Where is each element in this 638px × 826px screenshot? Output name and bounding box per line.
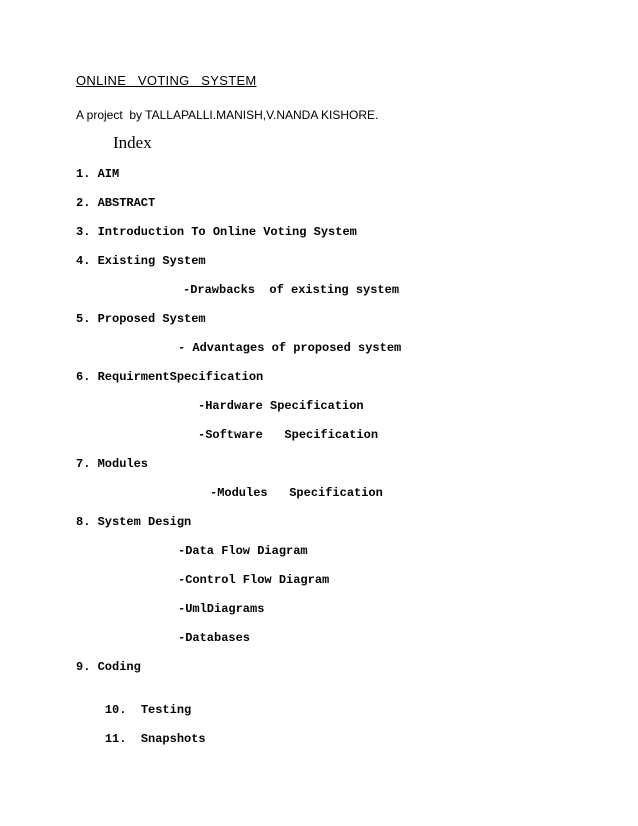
toc-subitem-modules-specification: -Modules Specification (210, 486, 383, 500)
toc-item-number: 11. (104, 732, 127, 746)
document-authors: A project by TALLAPALLI.MANISH,V.NANDA KISHORE. (76, 108, 379, 122)
toc-item-number: 10. (104, 703, 127, 717)
toc-subitem-uml-diagrams: -UmlDiagrams (178, 602, 265, 616)
toc-item-label: Testing (140, 703, 192, 717)
document-title: ONLINE VOTING SYSTEM (76, 73, 257, 88)
toc-item-aim: 1. AIM (76, 167, 120, 181)
toc-subitem-databases: -Databases (178, 631, 251, 645)
toc-item-proposed-system: 5. Proposed System (76, 312, 206, 326)
toc-item-label: Snapshots (140, 732, 206, 746)
toc-item-coding: 9. Coding (76, 660, 141, 674)
toc-item-system-design: 8. System Design (76, 515, 192, 529)
index-heading: Index (113, 133, 152, 152)
toc-item-modules: 7. Modules (76, 457, 149, 471)
toc-item-existing-system: 4. Existing System (76, 254, 206, 268)
toc-item-snapshots (76, 718, 206, 760)
toc-item-abstract: 2. ABSTRACT (76, 196, 156, 210)
toc-item-introduction: 3. Introduction To Online Voting System (76, 225, 357, 239)
toc-item-requirement-specification: 6. RequirmentSpecification (76, 370, 264, 384)
toc-subitem-control-flow-diagram: -Control Flow Diagram (178, 573, 330, 587)
toc-subitem-advantages: - Advantages of proposed system (178, 341, 402, 355)
toc-subitem-data-flow-diagram: -Data Flow Diagram (178, 544, 308, 558)
toc-subitem-software: -Software Specification (198, 428, 379, 442)
toc-subitem-hardware: -Hardware Specification (198, 399, 364, 413)
toc-subitem-drawbacks: -Drawbacks of existing system (183, 283, 400, 297)
